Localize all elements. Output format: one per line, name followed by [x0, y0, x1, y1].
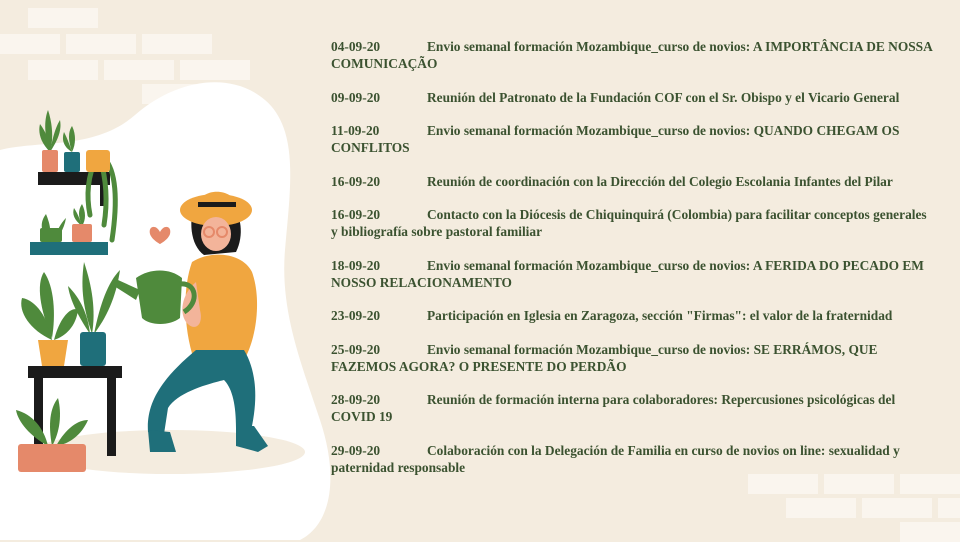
- event-description: Colaboración con la Delegación de Familia en curso de novios on line: sexualidad y paternidad responsable: [331, 442, 900, 475]
- event-item: [331, 307, 936, 324]
- pot-stool-2: [80, 332, 106, 366]
- brick: [786, 498, 856, 518]
- event-date: 28-09-20: [331, 392, 381, 407]
- event-description: Envio semanal formación Mozambique_curso de novios: A FERIDA DO PECADO EM NOSSO RELACIONAMENTO: [331, 257, 924, 290]
- event-description: Reunión de coordinación con la Dirección del Colegio Escolania Infantes del Pilar: [427, 173, 893, 189]
- event-item: [331, 122, 936, 156]
- event-date: 16-09-20: [331, 173, 381, 189]
- event-description: Reunión del Patronato de la Fundación COF con el Sr. Obispo y el Vicario General: [427, 89, 900, 105]
- event-description: Reunión de formación interna para colaboradores: Repercusiones psicológicas del COVID 19: [331, 392, 896, 424]
- middle-shelf: [30, 242, 108, 255]
- event-date: 09-09-20: [331, 89, 381, 105]
- event-description: Envio semanal formación Mozambique_curso de novios: QUANDO CHEGAM OS CONFLITOS: [331, 123, 900, 155]
- events-list: [331, 38, 936, 476]
- floor-pot: [18, 444, 86, 472]
- event-date: 25-09-20: [331, 341, 381, 357]
- event-description: Contacto con la Diócesis de Chiquinquirá (Colombia) para facilitar conceptos generales y bibliografía sobre pastoral familiar: [331, 207, 927, 239]
- event-date: 04-09-20: [331, 39, 381, 54]
- pot-top-2: [64, 152, 80, 172]
- stool-leg-right: [107, 376, 116, 456]
- pot-top-1: [42, 150, 58, 172]
- brick: [862, 498, 932, 518]
- event-date: 23-09-20: [331, 308, 381, 323]
- event-item: [331, 391, 936, 425]
- event-date: 16-09-20: [331, 207, 381, 222]
- brick: [938, 498, 960, 518]
- watering-can-icon: [136, 271, 182, 325]
- event-description: Participación en Iglesia en Zaragoza, sección "Firmas": el valor de la fraternidad: [427, 308, 893, 323]
- pot-stool-1: [38, 340, 68, 366]
- event-item: [331, 341, 936, 375]
- pot-middle-2: [72, 224, 92, 242]
- event-item: [331, 206, 936, 240]
- brick: [900, 474, 960, 494]
- event-item: [331, 89, 936, 106]
- pot-middle-1: [40, 228, 62, 242]
- hat-band: [198, 202, 236, 207]
- event-item: [331, 38, 936, 72]
- event-description: Envio semanal formación Mozambique_curso de novios: SE ERRÁMOS, QUE FAZEMOS AGORA? O PRESENTE DO PERDÃO: [331, 341, 878, 374]
- pot-top-3: [86, 150, 110, 172]
- brick: [824, 474, 894, 494]
- event-item: [331, 442, 936, 476]
- gardening-illustration: [0, 0, 340, 540]
- event-item: [331, 257, 936, 291]
- brick: [748, 474, 818, 494]
- event-date: 18-09-20: [331, 257, 381, 273]
- event-item: [331, 173, 936, 190]
- event-description: Envio semanal formación Mozambique_curso de novios: A IMPORTÂNCIA DE NOSSA COMUNICAÇÃO: [331, 39, 933, 71]
- brick: [900, 522, 960, 542]
- event-date: 11-09-20: [331, 123, 380, 138]
- top-shelf: [38, 172, 110, 185]
- event-date: 29-09-20: [331, 442, 381, 458]
